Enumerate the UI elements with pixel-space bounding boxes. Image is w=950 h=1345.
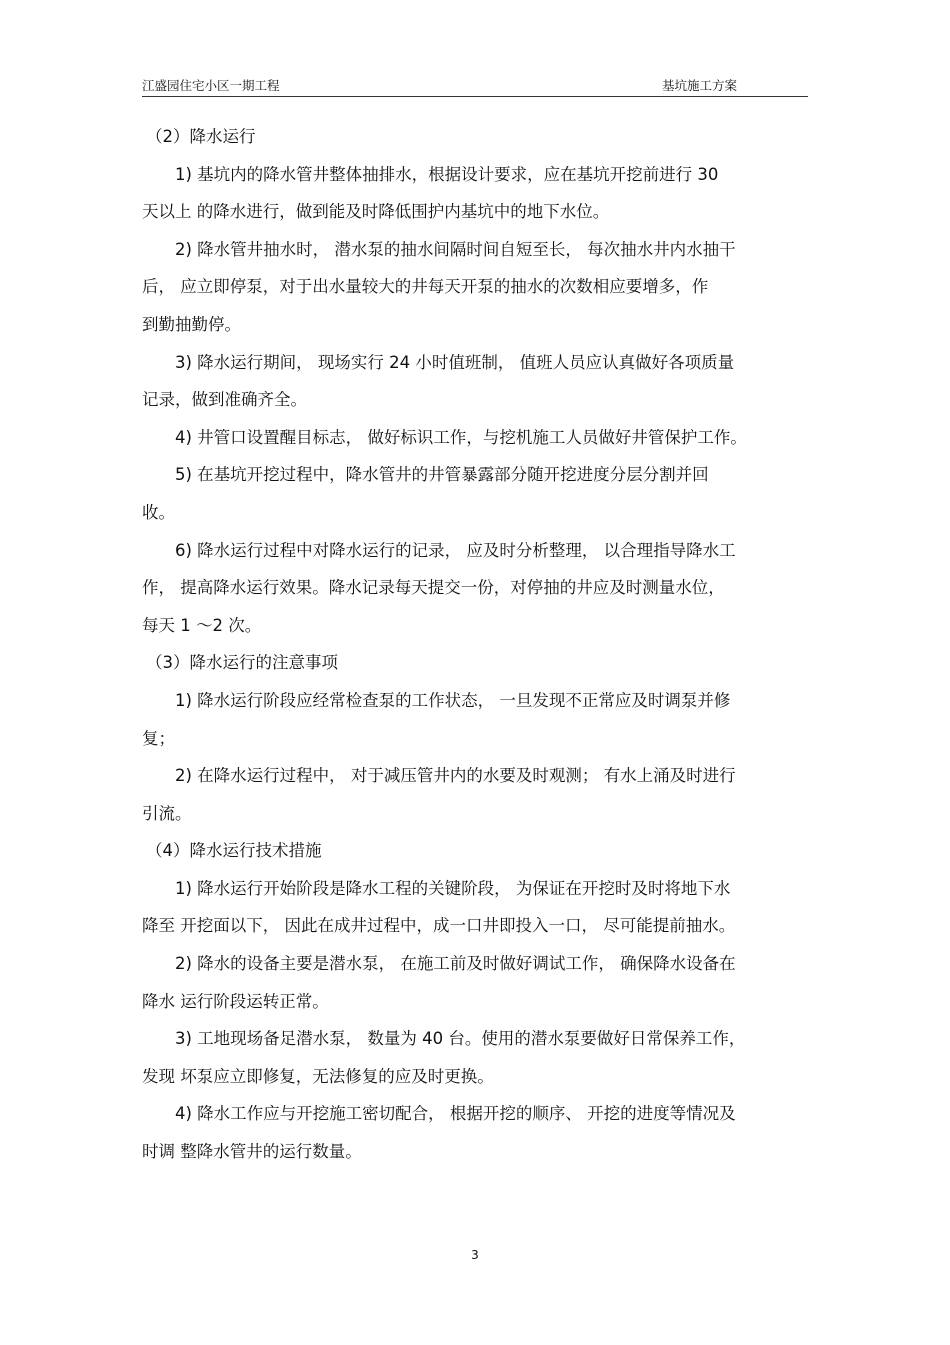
text-line: 4) 井管口设置醒目标志， 做好标识工作，与挖机施工人员做好井管保护工作。 <box>175 427 747 447</box>
text-line: 2) 在降水运行过程中， 对于减压管井内的水要及时观测； 有水上涌及时进行 <box>175 766 736 786</box>
text-line: 3) 降水运行期间， 现场实行 24 小时值班制， 值班人员应认真做好各项质量 <box>175 352 735 372</box>
text-line: 5) 在基坑开挖过程中，降水管井的井管暴露部分随开挖进度分层分割并回 <box>175 465 709 485</box>
section-heading: （2）降水运行 <box>146 127 256 146</box>
text-line: 2) 降水的设备主要是潜水泵， 在施工前及时做好调试工作， 确保降水设备在 <box>175 954 736 974</box>
text-line: 2) 降水管井抽水时， 潜水泵的抽水间隔时间自短至长， 每次抽水井内水抽干 <box>175 239 736 259</box>
text-line: 复； <box>142 728 175 748</box>
text-line: 降至 开挖面以下， 因此在成井过程中，成一口井即投入一口， 尽可能提前抽水。 <box>142 916 736 936</box>
section-heading: （3）降水运行的注意事项 <box>146 653 338 673</box>
text-line: 收。 <box>142 502 175 522</box>
text-line: 3) 工地现场备足潜水泵， 数量为 40 台。使用的潜水泵要做好日常保养工作， <box>175 1029 746 1049</box>
page-header <box>142 74 808 97</box>
text-line: 记录，做到准确齐全。 <box>142 390 307 410</box>
text-line: 发现 坏泵应立即修复，无法修复的应及时更换。 <box>142 1066 494 1086</box>
text-line: 降水 运行阶段运转正常。 <box>142 991 329 1011</box>
text-line: 作， 提高降水运行效果。降水记录每天提交一份，对停抽的井应及时测量水位， <box>142 578 725 598</box>
text-line: 每天 1 ～2 次。 <box>142 615 262 635</box>
section-heading: （4）降水运行技术措施 <box>146 841 322 861</box>
text-line: 4) 降水工作应与开挖施工密切配合， 根据开挖的顺序、 开挖的进度等情况及 <box>175 1104 736 1124</box>
text-line: 1) 降水运行开始阶段是降水工程的关键阶段， 为保证在开挖时及时将地下水 <box>175 878 731 898</box>
document-body <box>142 118 808 1171</box>
header-document-title: 基坑施工方案 <box>662 78 738 93</box>
text-line: 后， 应立即停泵，对于出水量较大的井每天开泵的抽水的次数相应要增多，作 <box>142 277 709 297</box>
page-number: 3 <box>471 1248 479 1262</box>
text-line: 时调 整降水管井的运行数量。 <box>142 1142 362 1162</box>
text-line: 到勤抽勤停。 <box>142 314 241 334</box>
text-line: 1) 基坑内的降水管井整体抽排水，根据设计要求，应在基坑开挖前进行 30 <box>175 164 719 184</box>
header-project-name: 江盛园住宅小区一期工程 <box>142 78 280 93</box>
text-line: 天以上 的降水进行，做到能及时降低围护内基坑中的地下水位。 <box>142 202 610 222</box>
text-line: 1) 降水运行阶段应经常检查泵的工作状态， 一旦发现不正常应及时调泵并修 <box>175 690 731 710</box>
text-line: 引流。 <box>142 803 192 823</box>
text-line: 6) 降水运行过程中对降水运行的记录， 应及时分析整理， 以合理指导降水工 <box>175 540 736 560</box>
